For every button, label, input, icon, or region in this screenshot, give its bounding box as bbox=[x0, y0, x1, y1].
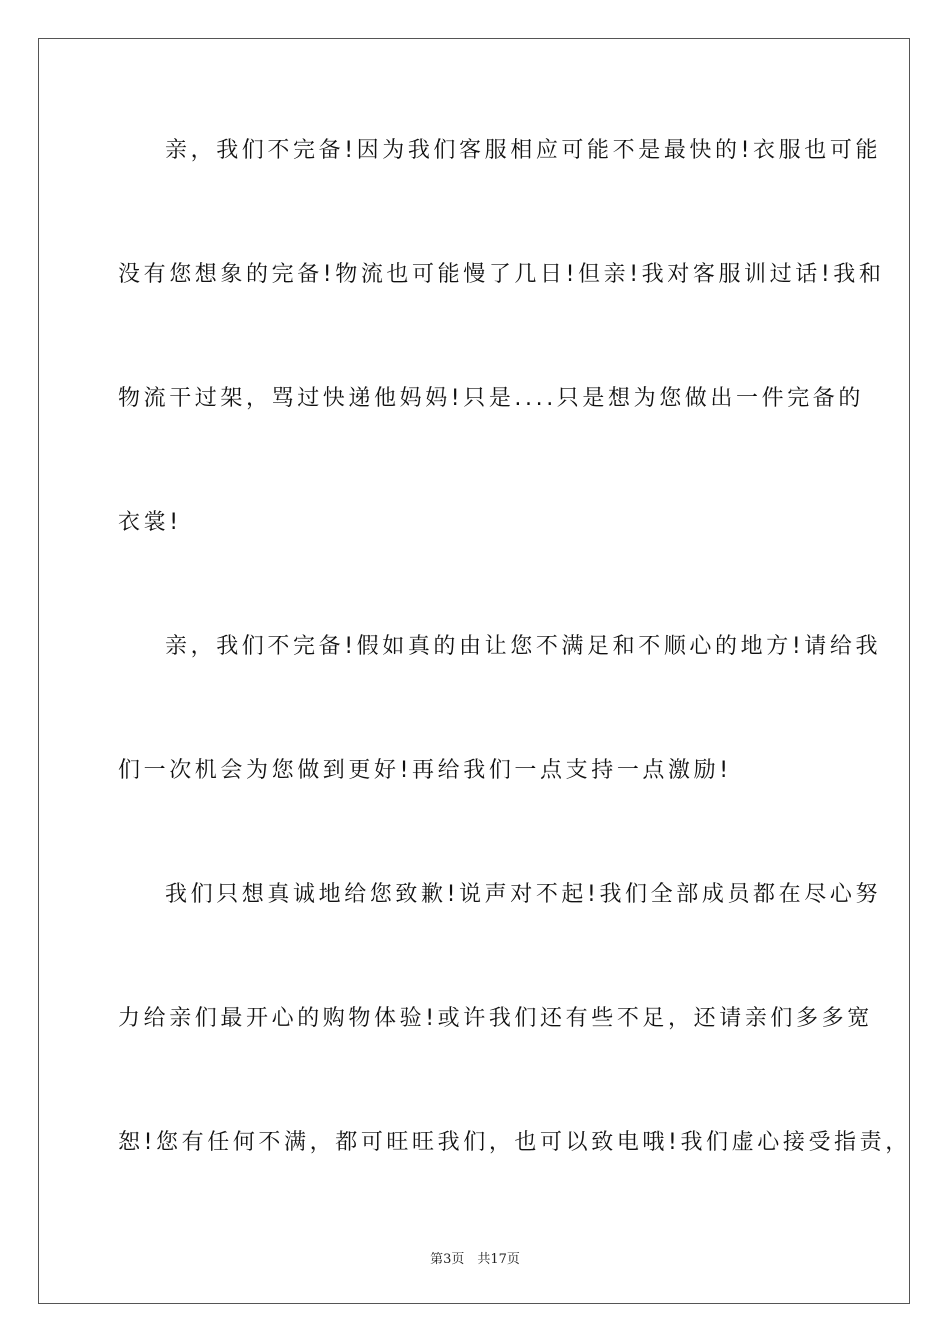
text-line: 物流干过架，骂过快递他妈妈!只是....只是想为您做出一件完备的 bbox=[118, 386, 864, 411]
text-line: 力给亲们最开心的购物体验!或许我们还有些不足，还请亲们多多宽 bbox=[118, 1006, 873, 1031]
page-footer: 第3页 共17页 bbox=[430, 1252, 520, 1267]
page-border bbox=[38, 38, 910, 1304]
text-line: 衣裳! bbox=[118, 510, 182, 535]
text-line: 亲，我们不完备!因为我们客服相应可能不是最快的!衣服也可能 bbox=[165, 138, 882, 163]
text-line: 恕!您有任何不满，都可旺旺我们，也可以致电哦!我们虚心接受指责， bbox=[118, 1130, 911, 1155]
text-line: 们一次机会为您做到更好!再给我们一点支持一点激励! bbox=[118, 758, 732, 783]
text-line: 亲，我们不完备!假如真的由让您不满足和不顺心的地方!请给我 bbox=[165, 634, 882, 659]
text-line: 我们只想真诚地给您致歉!说声对不起!我们全部成员都在尽心努 bbox=[165, 882, 882, 907]
text-line: 没有您想象的完备!物流也可能慢了几日!但亲!我对客服训过话!我和 bbox=[118, 262, 885, 287]
